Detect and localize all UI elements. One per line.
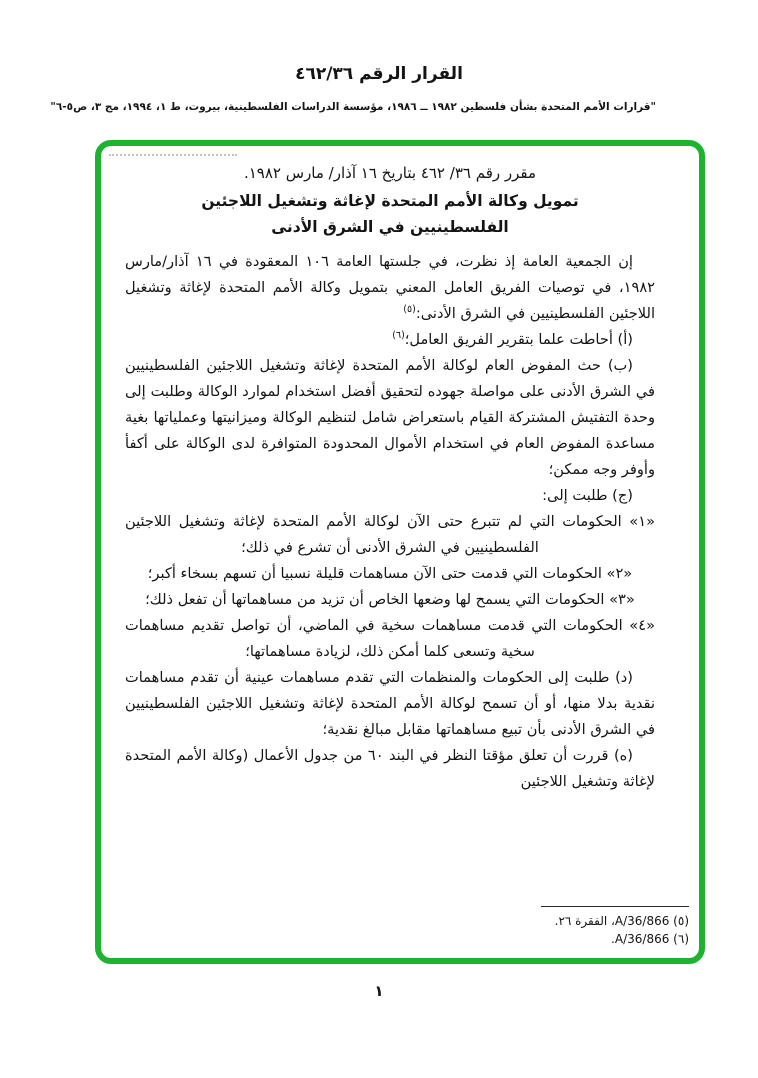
list-item-1: «١» الحكومات التي لم تتبرع حتى الآن لوكالة الأمم المتحدة لإغاثة وتشغيل اللاجئين الفلسطينيين في الشرق الأدنى أن تشرع في ذلك؛ <box>125 513 655 556</box>
paragraph-d: (د) طلبت إلى الحكومات والمنظمات التي تقدم مساهمات عينية أن تقدم مساهمات نقدية بدلا منها، أو أن تسمح لوكالة الأمم المتحدة لإغاثة وتشغيل اللاجئين الفلسطينيين في الشرق الأدنى بأن تبيع مساهماتها مقابل مبالغ نقدية؛ <box>125 669 655 738</box>
green-highlight-frame <box>95 140 705 964</box>
resolution-body <box>125 158 655 795</box>
footnote-separator <box>541 906 689 907</box>
footnote-6-text: A/36/866. <box>611 932 670 946</box>
footnote-6-marker: (٦) <box>673 932 689 946</box>
page-title: القرار الرقم ٤٦٢/٣٦ <box>295 64 463 84</box>
list-item-2: «٢» الحكومات التي قدمت حتى الآن مساهمات قليلة نسبيا أن تسهم بسخاء أكبر؛ <box>147 565 633 582</box>
decree-number-line: مقرر رقم ٣٦/ ٤٦٢ بتاريخ ١٦ آذار/ مارس ١٩٨٢. <box>243 164 537 182</box>
resolution-title-line-1: تمويل وكالة الأمم المتحدة لإغاثة وتشغيل اللاجئين <box>201 192 579 210</box>
footnote-5-marker: (٥) <box>673 914 689 928</box>
paragraph-intro: إن الجمعية العامة إذ نظرت، في جلستها العامة ١٠٦ المعقودة في ١٦ آذار/مارس ١٩٨٢، في توصيات الفريق العامل المعني بتمويل وكالة الأمم المتحدة لإغاثة وتشغيل اللاجئين الفلسطينيين في الشرق الأدنى:$^{(٥)}$ <box>125 253 655 322</box>
footnotes-block <box>541 906 689 948</box>
resolution-title-line-2: الفلسطينيين في الشرق الأدنى <box>271 218 509 236</box>
paragraph-c: (ج) طلبت إلى: <box>542 487 633 504</box>
paragraph-a: (أ) أحاطت علما بتقرير الفريق العامل؛$^{(٦)}$ <box>392 330 633 348</box>
footnote-6 <box>541 930 689 948</box>
footnote-ref-5: (٥) <box>403 304 416 316</box>
paragraph-b: (ب) حث المفوض العام لوكالة الأمم المتحدة لإغاثة وتشغيل اللاجئين الفلسطينيين في الشرق الأدنى على مواصلة جهوده لتحقيق أفضل استخدام لموارد الوكالة وطلبت إلى وحدة التفتيش المشتركة القيام باستعراض شامل لتنظيم الوكالة وميزانيتها وعملياتها بغية مساعدة المفوض العام في استخدام الأموال المحدودة المتوافرة لدى الوكالة على أكفأ وأوفر وجه ممكن؛ <box>125 357 655 478</box>
footnote-5-text: A/36/866، الفقرة ٢٦. <box>554 914 670 928</box>
scan-artifact-line <box>109 154 237 156</box>
footnote-ref-6: (٦) <box>392 330 405 342</box>
list-item-4: «٤» الحكومات التي قدمت مساهمات سخية في الماضي، أن تواصل تقديم مساهمات سخية وتسعى كلما أمكن ذلك، لزيادة مساهماتها؛ <box>125 617 655 660</box>
source-citation-line: "قرارات الأمم المتحدة بشأن فلسطين ١٩٨٢ ــ ١٩٨٦، مؤسسة الدراسات الفلسطينية، بيروت، ط ١، ١٩٩٤، مج ٣، ص٥-٦" <box>50 101 656 113</box>
page-number: ١ <box>374 982 384 1000</box>
paragraph-e: (ه) قررت أن تعلق مؤقتا النظر في البند ٦٠ من جدول الأعمال (وكالة الأمم المتحدة لإغاثة وتشغيل اللاجئين <box>125 747 655 790</box>
resolution-text <box>125 249 655 795</box>
list-item-3: «٣» الحكومات التي يسمح لها وضعها الخاص أن تزيد من مساهماتها أن تفعل ذلك؛ <box>145 591 635 608</box>
footnote-5 <box>541 912 689 930</box>
